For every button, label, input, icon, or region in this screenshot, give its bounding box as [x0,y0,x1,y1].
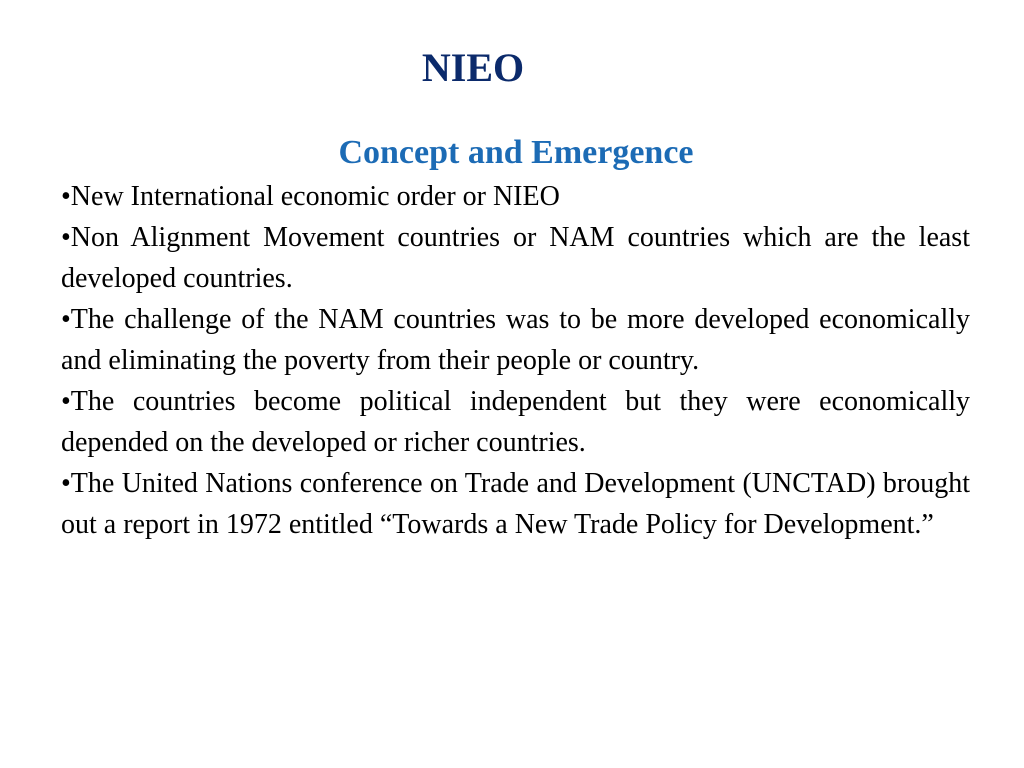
slide-title: NIEO [421,45,525,90]
slide-subtitle: Concept and Emergence [338,134,694,171]
bullet-item: •The challenge of the NAM countries was to be more developed economically and eliminating the poverty from their people or country. [61,304,970,376]
bullet-item: •The countries become political independent but they were economically depended on the developed or richer countries. [61,386,970,458]
bullet-item: •Non Alignment Movement countries or NAM countries which are the least developed countries. [61,222,970,294]
bullet-item: •The United Nations conference on Trade and Development (UNCTAD) brought out a report in 1972 entitled “Towards a New Trade Policy for Development.” [61,468,970,540]
bullet-list [61,176,970,545]
bullet-item: •New International economic order or NIEO [61,181,560,212]
